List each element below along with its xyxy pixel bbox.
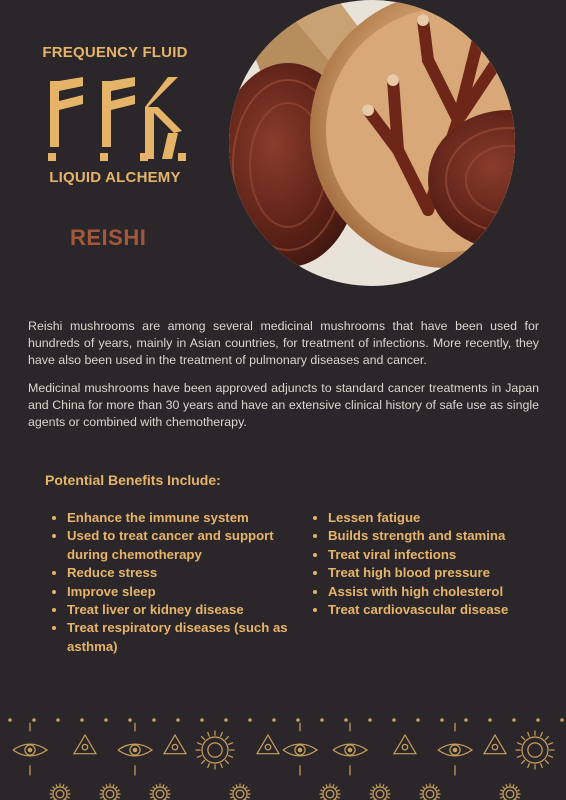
- benefits-list-left: [45, 509, 317, 656]
- reishi-mushroom-bowl-photo: [218, 0, 566, 290]
- brand-name-bottom: LIQUID ALCHEMY: [49, 169, 181, 186]
- benefit-item: • Reduce stress: [67, 564, 317, 582]
- benefit-item: • Treat viral infections: [328, 546, 566, 564]
- fff-rune-logo-icon: [40, 73, 190, 165]
- history-paragraph: Medicinal mushrooms have been approved adjuncts to standard cancer treatments in Japan and China for more than 30 years and have an extensive clinical history of safe use as single agents or combined with chemotherapy.: [28, 381, 539, 429]
- benefit-item: • Treat respiratory diseases (such as asthma): [67, 619, 317, 656]
- benefit-item: • Used to treat cancer and support during chemotherapy: [67, 527, 317, 564]
- brand-block: [30, 44, 200, 186]
- benefit-item: • Treat high blood pressure: [328, 564, 566, 582]
- brand-name-top: FREQUENCY FLUID: [42, 44, 188, 61]
- benefit-item: • Improve sleep: [67, 583, 317, 601]
- benefit-item: • Builds strength and stamina: [328, 527, 566, 545]
- benefits-list-right: [306, 509, 566, 619]
- benefits-heading: Potential Benefits Include:: [45, 472, 221, 488]
- benefit-item: • Lessen fatigue: [328, 509, 566, 527]
- benefit-item: • Enhance the immune system: [67, 509, 317, 527]
- benefit-item: • Treat cardiovascular disease: [328, 601, 566, 619]
- benefit-item: • Assist with high cholesterol: [328, 583, 566, 601]
- benefit-item: • Treat liver or kidney disease: [67, 601, 317, 619]
- mystic-eye-sun-moon-pattern-icon: [0, 712, 566, 800]
- product-title: REISHI: [70, 225, 147, 250]
- intro-paragraph: Reishi mushrooms are among several medicinal mushrooms that have been used for hundreds of years, mainly in Asian countries, for treatment of infections. More recently, they have also been used in the treatment of pulmonary diseases and cancer.: [28, 319, 539, 367]
